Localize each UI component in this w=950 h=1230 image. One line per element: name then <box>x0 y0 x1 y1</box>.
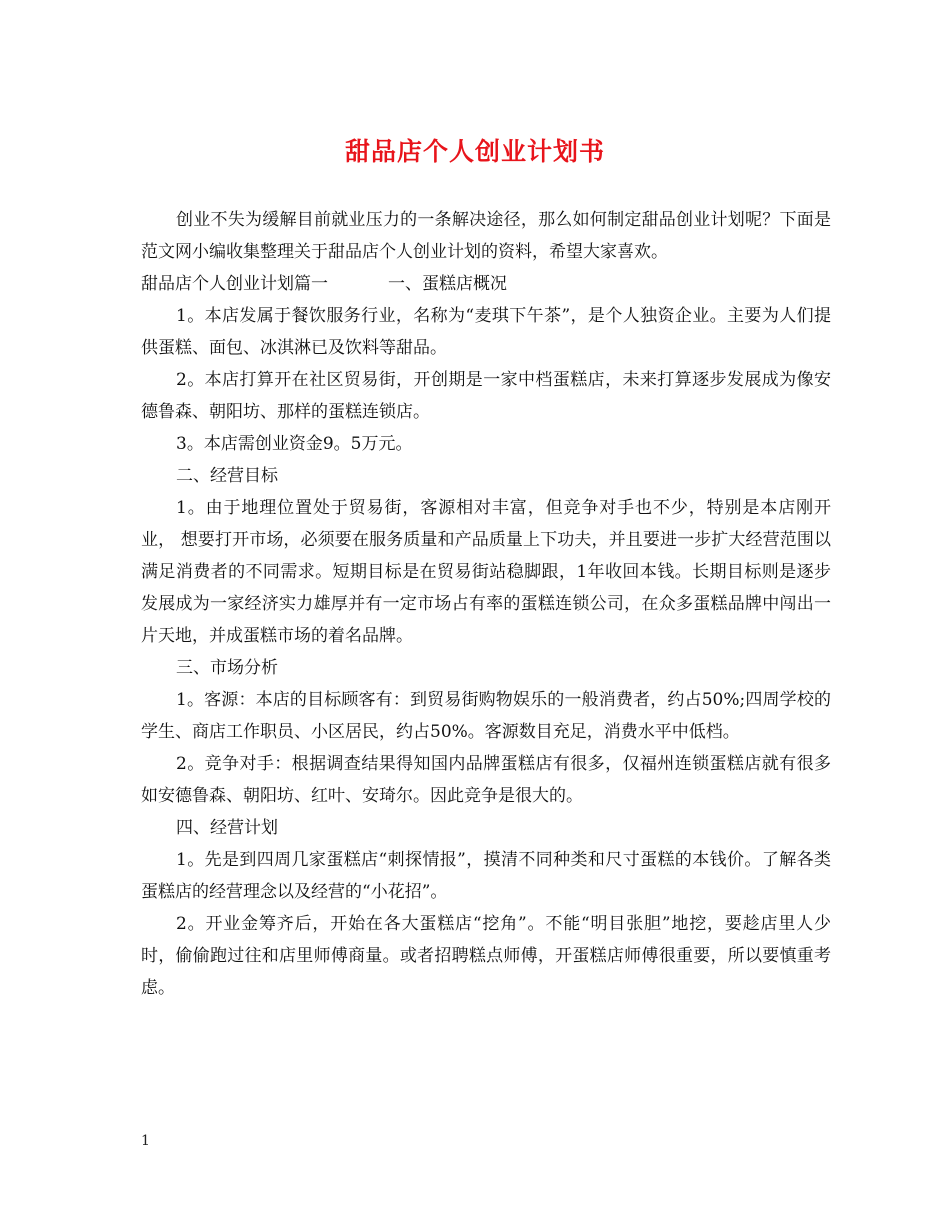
article-label: 甜品店个人创业计划篇一 <box>141 274 328 294</box>
document-title: 甜品店个人创业计划书 <box>344 137 605 166</box>
paragraph-8: 2。开业金筹齐后，开始在各大蛋糕店“挖角”。不能“明目张胆”地挖，要趁店里人少时，偷偷跑过往和店里师傅商量。或者招聘糕点师傅，开蛋糕店师傅很重要，所以要慎重考虑。 <box>141 914 831 998</box>
paragraph-7: 1。先是到四周几家蛋糕店“刺探情报”，摸清不同种类和尺寸蛋糕的本钱价。了解各类蛋糕店的经营理念以及经营的“小花招”。 <box>141 850 831 902</box>
paragraph-6: 2。竞争对手：根据调查结果得知国内品牌蛋糕店有很多，仅福州连锁蛋糕店就有很多如安德鲁森、朝阳坊、红叶、安琦尔。因此竞争是很大的。 <box>141 754 831 806</box>
section-heading-3: 三、市场分析 <box>176 658 278 678</box>
section-line <box>141 268 831 300</box>
section-heading-4: 四、经营计划 <box>176 818 278 838</box>
page-number: 1 <box>141 1133 150 1149</box>
section-heading-2: 二、经营目标 <box>176 466 278 486</box>
section-heading-1: 一、蛋糕店概况 <box>388 274 507 294</box>
intro-paragraph: 创业不失为缓解目前就业压力的一条解决途径，那么如何制定甜品创业计划呢？下面是范文网小编收集整理关于甜品店个人创业计划的资料，希望大家喜欢。 <box>141 210 831 262</box>
document-body <box>141 204 831 1004</box>
paragraph-2: 2。本店打算开在社区贸易街，开创期是一家中档蛋糕店，未来打算逐步发展成为像安德鲁森、朝阳坊、那样的蛋糕连锁店。 <box>141 370 831 422</box>
paragraph-4: 1。由于地理位置处于贸易街，客源相对丰富，但竞争对手也不少，特别是本店刚开业， 想要打开市场，必须要在服务质量和产品质量上下功夫，并且要进一步扩大经营范围以满足消费者的不同需求。短期目标是在贸易街站稳脚跟，1年收回本钱。长期目标则是逐步发展成为一家经济实力雄厚并有一定市场占有率的蛋糕连锁公司，在众多蛋糕品牌中闯出一片天地，并成蛋糕市场的着名品牌。 <box>141 498 831 646</box>
paragraph-5: 1。客源：本店的目标顾客有：到贸易街购物娱乐的一般消费者，约占50%;四周学校的学生、商店工作职员、小区居民，约占50%。客源数目充足，消费水平中低档。 <box>141 690 831 742</box>
paragraph-1: 1。本店发属于餐饮服务行业，名称为“麦琪下午茶”，是个人独资企业。主要为人们提供蛋糕、面包、冰淇淋已及饮料等甜品。 <box>141 306 831 358</box>
paragraph-3: 3。本店需创业资金9。5万元。 <box>176 434 413 454</box>
